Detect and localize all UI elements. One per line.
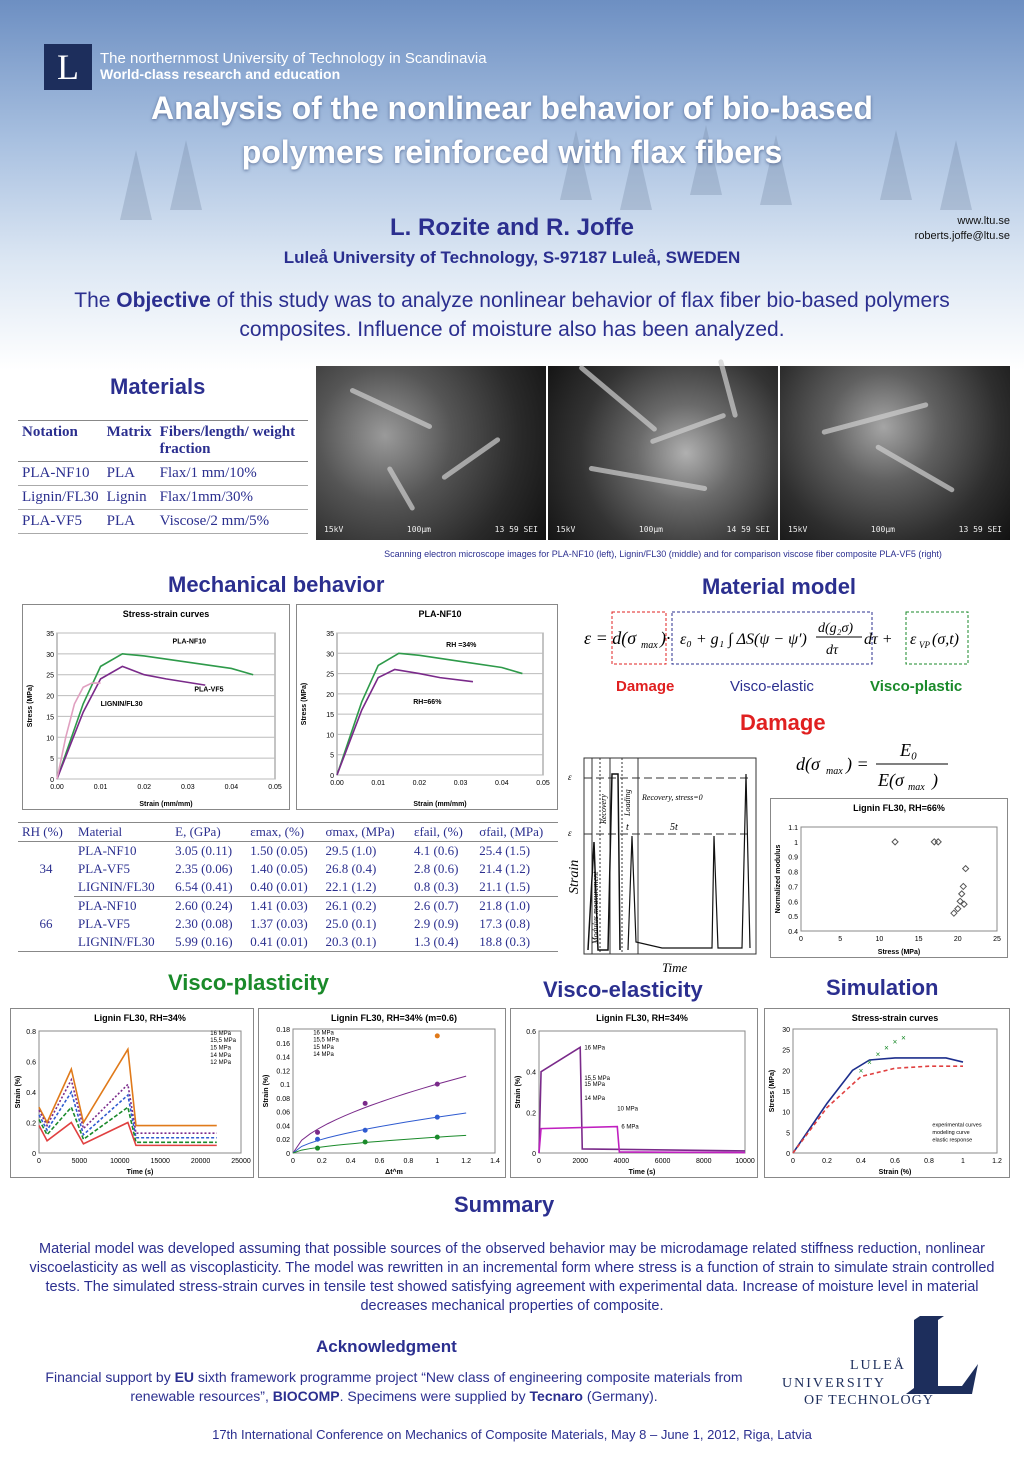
y-tick-label: 35 (46, 631, 54, 638)
x-tick-label: 25 (993, 936, 1001, 943)
y-tick-label: 5 (330, 752, 334, 760)
web-link[interactable]: www.ltu.se (957, 215, 1010, 227)
table-row: PLA-VF5 PLA Viscose/2 mm/5% (18, 510, 308, 534)
data-point (892, 839, 898, 845)
y-tick-label: 0.1 (280, 1082, 290, 1090)
y-tick-label: 0.6 (788, 899, 798, 907)
annotation-label: 6 MPa (621, 1124, 639, 1131)
y-axis-label: Strain (%) (515, 1075, 522, 1109)
tagline: The northernmost University of Technology in Scandinavia (100, 50, 487, 67)
visco-elasticity-heading: Visco-elasticity (543, 977, 703, 1002)
y-tick-label: 0.16 (276, 1040, 290, 1048)
x-tick-label: 0.04 (224, 784, 239, 791)
svg-text:ε: ε (568, 772, 572, 782)
annotation-label: 15 MPa (584, 1081, 606, 1088)
acknowledgment-heading: Acknowledgment (316, 1337, 457, 1356)
summary-text: Material model was developed assuming that possible sources of the observed behavior may be microdamage related stiffness reduction, nonlinear viscoelasticity as well as viscoplasticity. The model was rewritten in an incremental form where stress is a function of strain to simulate strain controlled tests. The simulated stress-strain curves in tensile test showed satisfying agreement with experimental data. Increase of moisture level in material decreases mechanical properties of composite. (29, 1241, 995, 1314)
y-tick-label: 15 (782, 1089, 790, 1096)
chart-simulation (764, 1008, 1010, 1178)
svg-text:): ) (932, 770, 938, 790)
y-tick-label: 35 (326, 631, 334, 638)
y-tick-label: 0.4 (526, 1069, 536, 1077)
authors: L. Rozite and R. Joffe (389, 214, 634, 241)
y-tick-label: 25 (326, 671, 334, 679)
y-tick-label: 0.9 (788, 854, 798, 862)
annotation-label: RH =34% (446, 642, 477, 650)
series-line (39, 1092, 217, 1138)
svg-text:ε₀ + g₁ ∫ ΔS(ψ − ψ′): ε₀ + g₁ ∫ ΔS(ψ − ψ′) (680, 631, 807, 648)
x-tick-label: 4000 (613, 1158, 630, 1165)
chart-title: Stress-strain curves (851, 1013, 939, 1023)
x-tick-label: 0.6 (374, 1158, 385, 1165)
x-axis-label: Strain (mm/mm) (139, 801, 193, 808)
x-tick-label: 10 (875, 936, 884, 943)
svg-text:max: max (908, 782, 925, 793)
series-line (337, 670, 473, 775)
summary-heading: Summary (454, 1192, 555, 1217)
visco-elastic-label: Visco-elastic (730, 678, 814, 695)
email-link[interactable]: roberts.joffe@ltu.se (914, 230, 1010, 242)
data-point (931, 839, 937, 845)
y-tick-label: 1.1 (788, 825, 798, 832)
annotation-label: PLA-VF5 (194, 686, 224, 694)
x-tick-label: 0.02 (412, 780, 427, 787)
chart-visco-plasticity-strain (10, 1008, 254, 1178)
sem-image-pla-nf10: 15kV 100μm 13 59 SEI (316, 366, 546, 540)
svg-text:ε: ε (910, 631, 917, 648)
y-tick-label: 10 (326, 732, 334, 740)
materials-heading: Materials (110, 374, 206, 399)
y-tick-label: 25 (46, 672, 54, 680)
y-tick-label: 15 (46, 714, 54, 722)
visco-plastic-label: Visco-plastic (870, 678, 963, 695)
acknowledgment-text: Financial support by EU sixth framework programme project “New class of engineering composite materials from renewable resources”, BIOCOMP. Specimens were supplied by Tecnaro (Germany). (45, 1369, 743, 1404)
svg-text:Recovery: Recovery (599, 794, 608, 824)
y-tick-label: 5 (786, 1130, 790, 1138)
y-tick-label: 0.14 (276, 1054, 290, 1062)
x-tick-label: 0.01 (371, 780, 386, 787)
y-tick-label: 0 (330, 773, 334, 780)
data-point: × (901, 1033, 906, 1043)
svg-text:(σ,t): (σ,t) (932, 631, 959, 648)
annotation-label: LIGNIN/FL30 (100, 701, 143, 708)
svg-text:Strain: Strain (567, 859, 582, 894)
svg-text:t: t (626, 822, 629, 833)
data-point (935, 839, 941, 845)
y-tick-label: 0.06 (276, 1109, 290, 1117)
y-tick-label: 0.4 (26, 1090, 36, 1097)
x-axis-label: Time (s) (628, 1169, 656, 1176)
contact-info (915, 214, 1010, 244)
data-point: × (892, 1037, 898, 1047)
data-point (955, 906, 961, 912)
materials-table: Notation Matrix Fibers/length/ weight fraction PLA-NF10 PLA Flax/1 mm/10% Lignin/FL30 Lignin Flax/1mm/30% PLA-VF5 PLA Viscose/2 mm/5% (18, 420, 308, 534)
x-axis-label: Stress (MPa) (877, 949, 921, 956)
chart-normalized-modulus (770, 798, 1008, 958)
svg-text:dτ +: dτ + (864, 631, 893, 648)
table-row: 34 PLA-NF10 3.05 (0.11) 1.50 (0.05) 29.5 (1.0) 4.1 (0.6) 25.4 (1.5) (39, 843, 531, 877)
legend-entry: 16 MPa (313, 1030, 334, 1037)
x-tick-label: 6000 (654, 1158, 671, 1165)
y-tick-label: 0.02 (276, 1137, 290, 1145)
data-point (363, 1128, 368, 1133)
x-tick-label: 0.2 (822, 1158, 832, 1165)
y-tick-label: 0 (50, 777, 54, 784)
data-point (363, 1101, 368, 1106)
series-line (57, 666, 205, 779)
annotation-label: PLA-NF10 (172, 638, 206, 646)
model-heading: Material model (702, 574, 857, 599)
x-tick-label: 5000 (71, 1158, 88, 1165)
damage-equation (796, 736, 956, 794)
y-axis-label: Stress (MPa) (27, 684, 34, 728)
svg-text:Recovery, stress=0: Recovery, stress=0 (642, 793, 703, 802)
data-point (435, 1033, 440, 1038)
x-tick-label: 0.6 (890, 1158, 900, 1165)
x-tick-label: 2000 (572, 1158, 588, 1165)
y-tick-label: 20 (326, 691, 334, 699)
plot-area (539, 1031, 745, 1153)
x-axis-label: Strain (mm/mm) (413, 801, 467, 808)
x-tick-label: 1 (961, 1158, 965, 1165)
y-tick-label: 10 (46, 735, 54, 743)
annotation-label: 15,5 MPa (584, 1075, 611, 1082)
x-axis-label: Strain (%) (878, 1169, 912, 1176)
x-tick-label: 0.04 (494, 780, 509, 787)
table-row: Lignin/FL30 Lignin Flax/1mm/30% (18, 486, 308, 510)
y-tick-label: 0.6 (26, 1059, 36, 1067)
x-tick-label: 20000 (190, 1158, 211, 1165)
y-tick-label: 0.4 (788, 929, 798, 936)
test-protocol-diagram (562, 754, 762, 976)
x-tick-label: 20 (953, 936, 962, 943)
x-tick-label: 15000 (150, 1158, 170, 1165)
table-row: PLA-NF10 PLA Flax/1 mm/10% (18, 462, 308, 486)
y-tick-label: 0.04 (276, 1123, 290, 1131)
x-axis-label: Time (s) (126, 1169, 154, 1176)
y-axis-label: Strain (%) (15, 1075, 22, 1109)
data-point (951, 910, 957, 916)
y-axis-label: Stress (MPa) (301, 682, 308, 726)
y-tick-label: 0.12 (276, 1068, 290, 1076)
svg-text:ε: ε (568, 828, 572, 838)
x-tick-label: 0.4 (856, 1158, 866, 1165)
x-tick-label: 0.00 (50, 784, 64, 791)
legend-entry: 14 MPa (313, 1052, 334, 1059)
y-axis-label: Stress (MPa) (769, 1069, 776, 1113)
y-tick-label: 0.8 (788, 869, 798, 877)
svg-text:Modulus measurement: Modulus measurement (591, 871, 600, 944)
x-tick-label: 0.05 (268, 784, 282, 791)
chart-title: PLA-NF10 (418, 609, 462, 619)
legend-entry: modeling curve (932, 1129, 970, 1136)
y-tick-label: 0.6 (526, 1029, 536, 1036)
svg-text:E(σ: E(σ (878, 770, 904, 790)
poster-title: Analysis of the nonlinear behavior of bio-based polymers reinforced with flax fibers (151, 90, 873, 170)
x-tick-label: 5 (838, 936, 843, 943)
y-tick-label: 0 (532, 1151, 536, 1158)
constitutive-equation (580, 606, 980, 670)
svg-text:max: max (826, 766, 843, 777)
x-tick-label: 10000 (110, 1158, 130, 1165)
legend-entry: 15,5 MPa (313, 1037, 339, 1044)
series-line (539, 1047, 745, 1153)
legend-entry: 15 MPa (313, 1044, 334, 1051)
data-point (963, 866, 969, 872)
chart-visco-elasticity (510, 1008, 758, 1178)
y-tick-label: 20 (46, 693, 54, 701)
legend-entry: elastic response (932, 1137, 973, 1144)
y-tick-label: 0 (32, 1151, 36, 1158)
x-tick-label: 0 (791, 1158, 795, 1165)
y-tick-label: 30 (46, 651, 54, 659)
x-tick-label: 0 (291, 1158, 295, 1165)
x-tick-label: 0.03 (180, 784, 195, 791)
svg-text:VP: VP (919, 640, 930, 650)
y-axis-label: Normalized modulus (775, 844, 782, 914)
mechanical-table: RH (%) Material E, (GPa) εmax, (%) σmax, (MPa) εfail, (%) σfail, (MPa) 34 PLA-NF10 3.05 (0.11) 1.50 (0.05) 29.5 (1.0) 4.1 (0.6) 25.4 (1.5) PLA-VF5 2.35 (0.06) 1.40 (0.05) 26.8 (0.4) 2.8 (0.6) 21.4 (1.2) LIGNIN/FL30 6.54 (0.41) 0.40 (0.01) 22.1 (1.2) 0.8 (0.3) 21.1 (1.5) 66 PLA-NF10 2.60 (0.24) 1.41 (0.03) 26.1 (0.2) 2.6 (0.7) 21.8 (1.0) PLA-VF5 2.30 (0.08) 1.37 (0.03) 25.0 (0.1) 2.9 (0.9) 17.3 (0.8) LIGNIN/FL30 5.99 (0.16) 0.41 (0.01) 20.3 (0.1) 1.3 (0.4) 18.8 (0.3) (18, 822, 558, 952)
svg-text:)·: )· (660, 628, 671, 648)
x-tick-label: 0.02 (137, 784, 152, 791)
chart-title: Lignin FL30, RH=66% (853, 803, 945, 813)
legend-entry: 12 MPa (210, 1060, 231, 1067)
ltu-logo: L (44, 44, 92, 90)
sem-image-pla-vf5: 15kV 100μm 13 59 SEI (780, 366, 1010, 540)
ltu-footer-logo: LULEÅ UNIVERSITY OF TECHNOLOGY (782, 1312, 982, 1412)
svg-text:d(σ: d(σ (796, 754, 820, 774)
footer-conference: 17th International Conference on Mechanics of Composite Materials, May 8 – June 1, 2012, Riga, Latvia (212, 1427, 812, 1442)
sem-image-lignin-fl30: 15kV 100μm 14 59 SEI (548, 366, 778, 540)
y-tick-label: 0.2 (26, 1120, 36, 1128)
table-row: LIGNIN/FL30 5.99 (0.16) 0.41 (0.01) 20.3 (0.1) 1.3 (0.4) 18.8 (0.3) (18, 933, 558, 952)
x-tick-label: 1.2 (461, 1158, 472, 1165)
x-tick-label: 0.4 (345, 1158, 356, 1165)
legend-entry: experimental curves (932, 1122, 982, 1129)
y-tick-label: 0.5 (788, 914, 798, 922)
simulation-heading: Simulation (826, 975, 939, 1000)
x-tick-label: 0 (537, 1158, 541, 1165)
table-row: LIGNIN/FL30 6.54 (0.41) 0.40 (0.01) 22.1 (1.2) 0.8 (0.3) 21.1 (1.5) (18, 878, 558, 897)
chart-pla-nf10 (296, 604, 558, 810)
x-tick-label: 10000 (735, 1158, 755, 1165)
chart-title: Lignin FL30, RH=34% (94, 1013, 186, 1023)
x-tick-label: 1.2 (992, 1158, 1002, 1165)
legend-entry: 14 MPa (210, 1052, 231, 1059)
visco-plasticity-heading: Visco-plasticity (168, 970, 329, 995)
tagline-bold: World-class research and education (100, 66, 341, 82)
y-tick-label: 0.7 (788, 884, 798, 892)
y-tick-label: 25 (782, 1047, 790, 1055)
x-tick-label: 0.8 (924, 1158, 934, 1165)
plot-area (57, 633, 275, 779)
table-row: 66 PLA-NF10 2.60 (0.24) 1.41 (0.03) 26.1 (0.2) 2.6 (0.7) 21.8 (1.0) (18, 897, 558, 916)
x-axis-label: Δt^m (385, 1169, 403, 1176)
chart-title: Lignin FL30, RH=34% (m=0.6) (330, 1013, 458, 1023)
y-tick-label: 10 (782, 1109, 790, 1117)
data-point: × (858, 1066, 864, 1076)
y-tick-label: 0.08 (276, 1095, 290, 1103)
svg-text:dτ: dτ (826, 643, 839, 658)
svg-text:) =: ) = (846, 754, 869, 774)
x-tick-label: 0.2 (316, 1158, 327, 1165)
data-point (959, 891, 965, 897)
x-tick-label: 0.05 (536, 780, 550, 787)
damage-label: Damage (616, 678, 675, 695)
y-tick-label: 30 (326, 651, 334, 659)
chart-visco-plasticity-fit (258, 1008, 506, 1178)
plot-area (801, 827, 997, 931)
svg-text:ε = d(σ: ε = d(σ (584, 628, 637, 648)
y-tick-label: 0.8 (26, 1029, 36, 1036)
damage-heading: Damage (740, 710, 826, 735)
data-point: × (875, 1049, 881, 1059)
y-tick-label: 5 (50, 756, 54, 764)
svg-text:E₀: E₀ (900, 740, 918, 760)
annotation-label: 14 MPa (584, 1096, 606, 1103)
table-row: PLA-VF5 2.30 (0.08) 1.37 (0.03) 25.0 (0.1) 2.9 (0.9) 17.3 (0.8) (78, 916, 531, 931)
legend-entry: 15,5 MPa (210, 1038, 236, 1045)
sem-images (316, 366, 1010, 540)
series-line (57, 683, 101, 779)
legend-entry: 15 MPa (210, 1045, 231, 1052)
x-tick-label: 0 (799, 936, 803, 943)
y-tick-label: 30 (782, 1027, 790, 1034)
chart-title: Stress-strain curves (122, 609, 210, 619)
table-row: PLA-VF5 2.35 (0.06) 1.40 (0.05) 26.8 (0.4) 2.8 (0.6) 21.4 (1.2) (78, 861, 531, 876)
data-point (960, 883, 966, 889)
y-tick-label: 0 (286, 1151, 290, 1158)
x-tick-label: 0 (37, 1158, 41, 1165)
y-tick-label: 20 (782, 1068, 790, 1076)
x-tick-label: 1.4 (490, 1158, 500, 1165)
x-tick-label: 15 (914, 936, 923, 943)
x-tick-label: 0.8 (403, 1158, 414, 1165)
x-tick-label: 8000 (696, 1158, 712, 1165)
annotation-label: RH=66% (413, 699, 442, 706)
svg-text:d(g₂σ): d(g₂σ) (818, 621, 854, 636)
x-tick-label: 0.03 (453, 780, 468, 787)
x-tick-label: 25000 (231, 1158, 251, 1165)
y-tick-label: 0 (786, 1151, 790, 1158)
data-point: × (884, 1043, 889, 1053)
svg-text:Time: Time (662, 960, 688, 975)
svg-text:max: max (641, 640, 658, 651)
affiliation: Luleå University of Technology, S-97187 Luleå, SWEDEN (283, 248, 741, 267)
x-tick-label: 0.01 (93, 784, 108, 791)
chart-title: Lignin FL30, RH=34% (596, 1013, 688, 1023)
chart-stress-strain (22, 604, 290, 810)
y-tick-label: 15 (326, 712, 334, 720)
svg-text:5t: 5t (670, 822, 678, 833)
data-point: × (867, 1058, 872, 1068)
y-tick-label: 1 (794, 839, 798, 847)
x-tick-label: 1 (435, 1158, 440, 1165)
y-axis-label: Strain (%) (263, 1074, 270, 1108)
y-tick-label: 0.18 (276, 1027, 290, 1034)
x-tick-label: 0.00 (330, 780, 344, 787)
svg-text:Loading: Loading (623, 789, 632, 816)
y-tick-label: 0.2 (526, 1110, 536, 1118)
legend-entry: 16 MPa (210, 1030, 231, 1037)
objective-text: The Objective of this study was to analyze nonlinear behavior of flax fiber bio-based polymers composites. Influence of moisture also has been analyzed. (74, 289, 950, 341)
sem-caption: Scanning electron microscope images for PLA-NF10 (left), Lignin/FL30 (middle) and for comparison viscose fiber composite PLA-VF5 (right) (384, 549, 942, 559)
annotation-label: 10 MPa (617, 1106, 638, 1113)
mechanical-heading: Mechanical behavior (168, 572, 385, 597)
annotation-label: 16 MPa (584, 1045, 606, 1052)
